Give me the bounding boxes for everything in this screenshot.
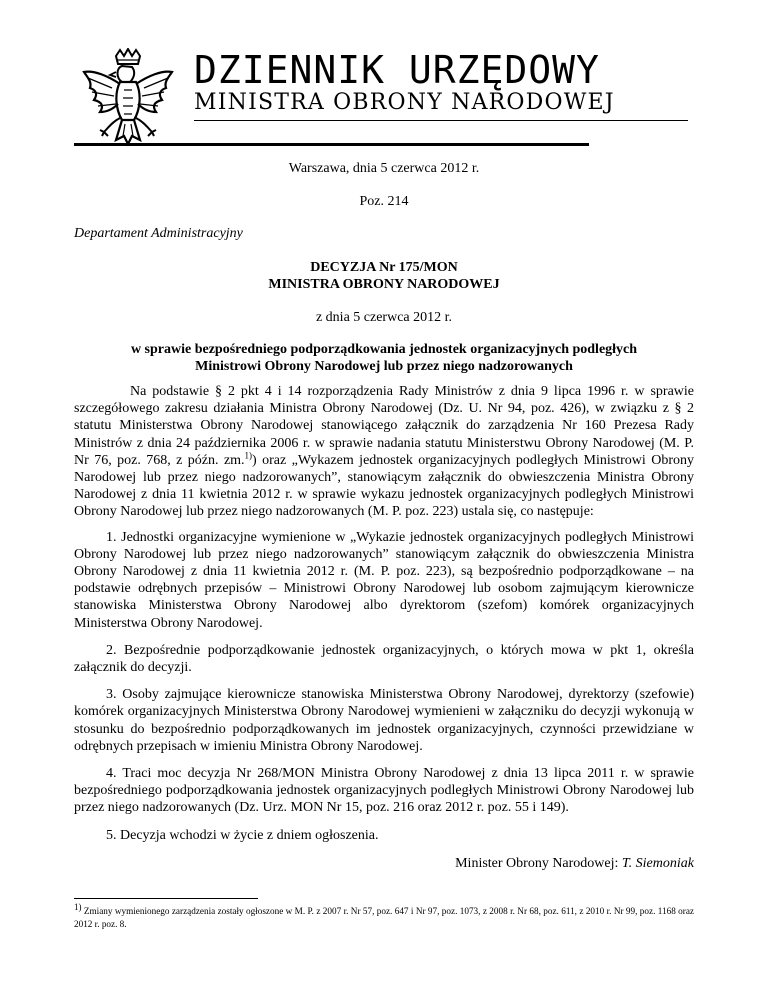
decision-title-line2: MINISTRA OBRONY NARODOWEJ [268, 277, 500, 292]
footnote-text: Zmiany wymienionego zarządzenia zostały ogłoszone w M. P. z 2007 r. Nr 57, poz. 647 i Nr 97, poz. 1073, z 2008 r. Nr 68, poz. 611, z 2010 r. Nr 99, poz. 1168 oraz 2012 r. poz. 8. [74, 906, 694, 929]
journal-title: DZIENNIK URZĘDOWY [194, 48, 600, 92]
header-rule-thick [74, 143, 589, 146]
place-date: Warszawa, dnia 5 czerwca 2012 r. [288, 161, 480, 176]
signature-role: Minister Obrony Narodowej: [455, 856, 622, 871]
paragraph-4: 4. Traci moc decyzja Nr 268/MON Ministra Obrony Narodowej z dnia 13 lipca 2011 r. w sprawie bezpośredniego podporządkowania jednostek organizacyjnych podległych Ministrowi Obrony Narodowej lub przez niego nadzorowanych (Dz. Urz. MON Nr 15, poz. 216 oraz 2012 r. poz. 55 i 149). [74, 766, 694, 816]
position-number: Poz. 214 [359, 194, 409, 209]
department-name: Departament Administracyjny [74, 226, 243, 241]
polish-eagle-icon [78, 48, 178, 170]
signature-name: T. Siemoniak [621, 856, 694, 871]
preamble-text-a: Na podstawie § 2 pkt 4 i 14 rozporządzenia Rady Ministrów z dnia 9 lipca 1996 r. w sprawie szczegółowego zakresu działania Ministra Obrony Narodowej (Dz. U. Nr 94, poz. 426), w związku z § 2 statutu Ministerstwa Obrony Narodowej stanowiącego załącznik do zarządzenia Nr 160 Prezesa Rady Ministrów z dnia 24 października 2006 r. w sprawie nadania statutu Ministerstwu Obrony Narodowej (M. P. Nr 76, poz. 768, z późn. zm. [74, 384, 694, 468]
signature [455, 856, 694, 872]
decision-subject-line1: w sprawie bezpośredniego podporządkowania jednostek organizacyjnych podległych [130, 342, 638, 357]
decision-body [74, 383, 694, 854]
paragraph-3: 3. Osoby zajmujące kierownicze stanowiska Ministerstwa Obrony Narodowej, dyrektorzy (szefowie) komórek organizacyjnych Ministerstwa Obrony Narodowej wymienieni w załączniku do decyzji wykonują w stosunku do bezpośrednio podporządkowanych im jednostek organizacyjnych, czynności przewidziane w odrębnych przepisach w imieniu Ministra Obrony Narodowej. [74, 687, 694, 754]
footnote-rule [74, 898, 258, 899]
preamble-paragraph [74, 383, 694, 521]
preamble-text-b: ) oraz „Wykazem jednostek organizacyjnych podległych Ministrowi Obrony Narodowej lub przez niego nadzorowanych”, stanowiącym załącznik do obwieszczenia Ministra Obrony Narodowej z dnia 11 kwietnia 2012 r. w sprawie wykazu jednostek organizacyjnych podległych Ministrowi Obrony Narodowej lub przez niego nadzorowanych (M. P. poz. 223) ustala się, co następuje: [74, 452, 694, 520]
decision-title-line1: DECYZJA Nr 175/MON [310, 260, 458, 275]
footnote [74, 901, 694, 931]
paragraph-2: 2. Bezpośrednie podporządkowanie jednostek organizacyjnych, o których mowa w pkt 1, określa załącznik do decyzji. [74, 642, 694, 676]
decision-subject-line2: Ministrowi Obrony Narodowej lub przez niego nadzorowanych [195, 359, 573, 374]
footnote-marker: 1) [74, 901, 82, 912]
paragraph-1: 1. Jednostki organizacyjne wymienione w „Wykazie jednostek organizacyjnych podległych Ministrowi Obrony Narodowej lub przez niego nadzorowanych” stanowiącym załącznik do obwieszczenia Ministra Obrony Narodowej z dnia 11 kwietnia 2012 r. (M. P. poz. 223), są bezpośrednio podporządkowane – na podstawie odrębnych przepisów – Ministrowi Obrony Narodowej lub osobom zajmującym kierownicze stanowiska Ministerstwa Obrony Narodowej albo dyrektorom (szefom) komórek organizacyjnych Ministerstwa Obrony Narodowej. [74, 529, 694, 631]
journal-subtitle: MINISTRA OBRONY NARODOWEJ [194, 90, 615, 115]
paragraph-5: 5. Decyzja wchodzi w życie z dniem ogłoszenia. [106, 827, 379, 843]
decision-date: z dnia 5 czerwca 2012 r. [315, 310, 453, 325]
footnote-ref: 1) [244, 450, 253, 461]
header-rule-thin [194, 120, 688, 121]
